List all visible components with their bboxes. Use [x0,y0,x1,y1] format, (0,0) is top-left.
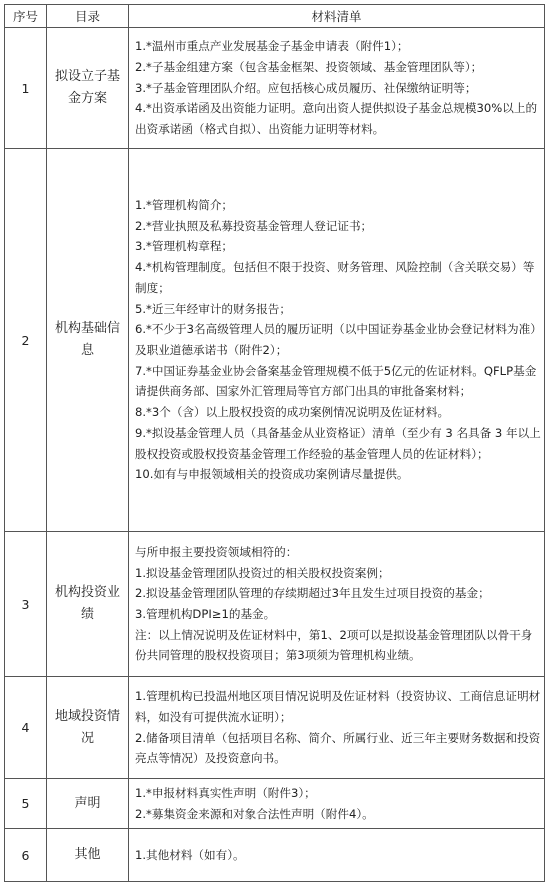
list-item: 7.*中国证券基金业协会备案基金管理规模不低于5亿元的佐证材料。QFLP基金请提供商务部、国家外汇管理局等官方部门出具的审批备案材料； [135,363,537,399]
row-category: 机构投资业绩 [47,532,129,677]
header-materials: 材料清单 [129,5,545,28]
list-item: 1.其他材料（如有）。 [135,847,245,862]
row-category: 地域投资情况 [47,677,129,779]
list-item: 3.*管理机构章程； [135,239,234,254]
row-number: 5 [5,779,47,829]
row-items [129,28,545,149]
row-number: 6 [5,829,47,882]
list-item: 1.*温州市重点产业发展基金子基金申请表（附件1）； [135,39,409,54]
list-item: 10.如有与申报领域相关的投资成功案例请尽量提供。 [135,467,409,482]
table-row [5,677,545,779]
list-item: 9.*拟设基金管理人员（具备基金从业资格证）清单（至少有 3 名具备 3 年以上股权投资或股权投资基金管理工作经验的基金管理人员的佐证材料）； [135,425,541,461]
list-item: 3.管理机构DPI≥1的基金。 [135,607,276,621]
list-item: 注：以上情况说明及佐证材料中，第1、2项可以是拟设基金管理团队以骨干身份共同管理的股权投资项目；第3项须为管理机构业绩。 [135,627,533,663]
list-item: 1.拟设基金管理团队投资过的相关股权投资案例； [135,565,390,580]
row-items [129,779,545,829]
row-category: 其他 [47,829,129,882]
row-number: 4 [5,677,47,779]
row-number: 2 [5,149,47,532]
header-seq: 序号 [5,5,47,28]
list-item: 5.*近三年经审计的财务报告； [135,301,291,316]
list-item: 8.*3个（含）以上股权投资的成功案例情况说明及佐证材料。 [135,405,450,420]
list-item: 3.*子基金管理团队介绍。应包括核心成员履历、社保缴纳证明等； [135,80,477,95]
list-item: 2.拟设基金管理团队管理的存续期超过3年且发生过项目投资的基金； [135,586,490,601]
row-number: 1 [5,28,47,149]
list-item: 2.*子基金组建方案（包含基金框架、投资领域、基金管理团队等）； [135,59,483,74]
row-category: 声明 [47,779,129,829]
row-items [129,149,545,532]
list-item: 4.*出资承诺函及出资能力证明。意向出资人提供拟设子基金总规模30%以上的出资承诺函（格式自拟）、出资能力证明等材料。 [135,101,538,137]
header-row [5,5,545,28]
row-items [129,532,545,677]
list-item: 2.*营业执照及私募投资基金管理人登记证书； [135,218,373,233]
row-items [129,677,545,779]
table-row [5,779,545,829]
table-row [5,28,545,149]
header-dir: 目录 [47,5,129,28]
materials-table [4,4,545,882]
list-item: 2.储备项目清单（包括项目名称、简介、所属行业、近三年主要财务数据和投资亮点等情况）及投资意向书。 [135,730,541,766]
list-item: 与所申报主要投资领域相符的： [135,544,298,559]
table-row [5,532,545,677]
row-number: 3 [5,532,47,677]
list-item: 1.*申报材料真实性声明（附件3）； [135,785,316,800]
row-category: 拟设立子基金方案 [47,28,129,149]
table-row [5,149,545,532]
list-item: 6.*不少于3名高级管理人员的履历证明（以中国证券基金业协会登记材料为准）及职业道德承诺书（附件2）； [135,322,537,357]
list-item: 1.管理机构已投温州地区项目情况说明及佐证材料（投资协议、工商信息证明材料，如没有可提供流水证明）； [135,689,541,724]
list-item: 2.*募集资金来源和对象合法性声明（附件4）。 [135,806,374,821]
row-category: 机构基础信息 [47,149,129,532]
list-item: 4.*机构管理制度。包括但不限于投资、财务管理、风险控制（含关联交易）等制度； [135,260,535,295]
list-item: 1.*管理机构简介； [135,198,234,213]
